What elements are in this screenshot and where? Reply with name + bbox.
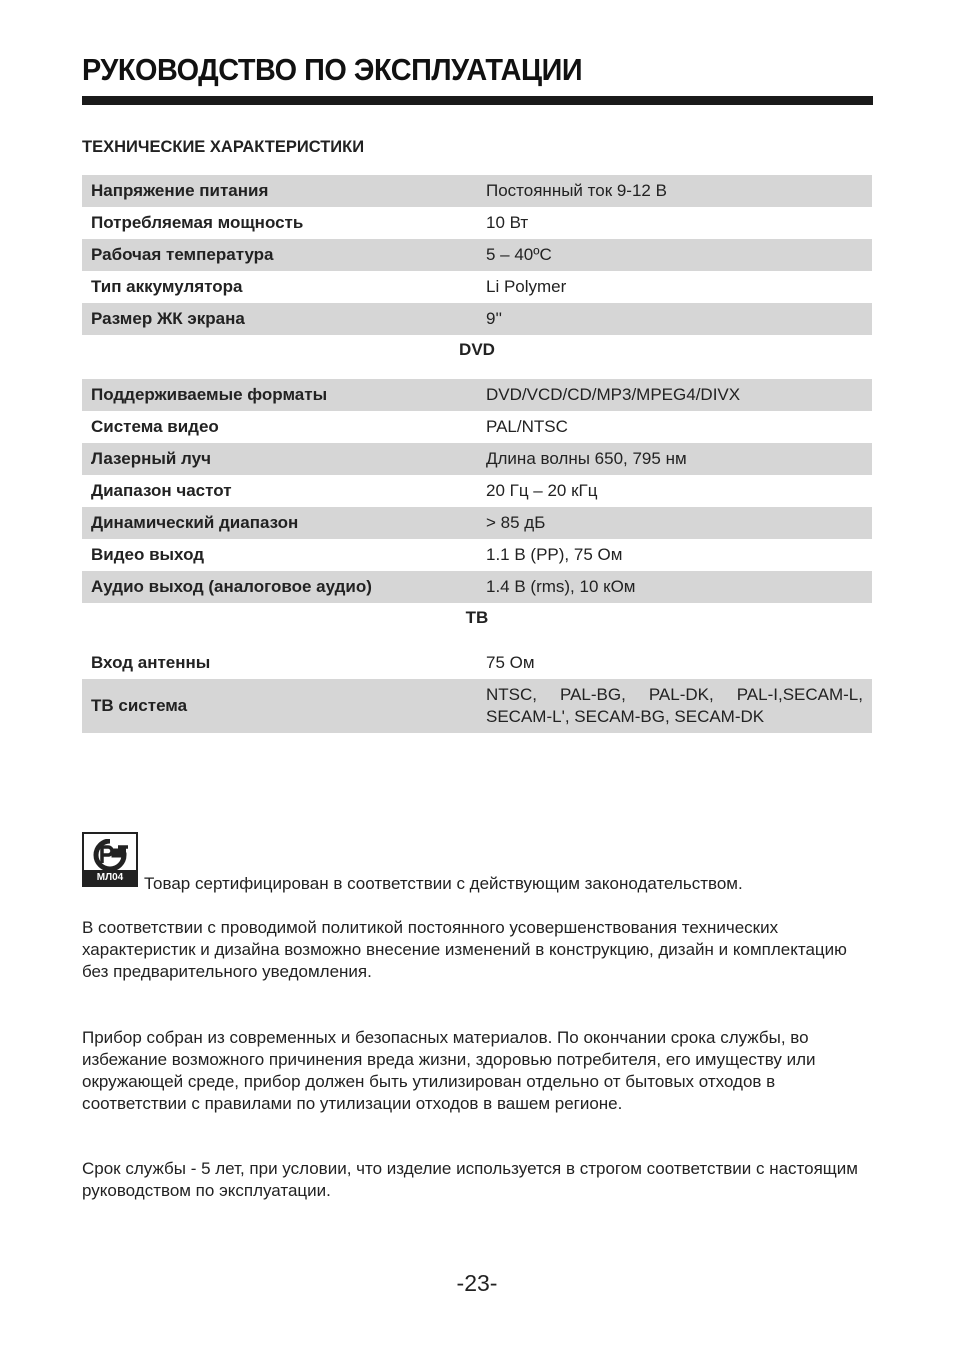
table-row: [82, 507, 872, 539]
table-row: [82, 443, 872, 475]
spec-label: Напряжение питания: [91, 181, 269, 200]
spec-label: Вход антенны: [91, 653, 211, 672]
table-row: [82, 647, 872, 679]
table-row: [82, 271, 872, 303]
spec-label: Видео выход: [91, 545, 205, 564]
spec-label: ТВ система: [91, 696, 188, 715]
spec-label: Система видео: [91, 417, 219, 436]
spec-label: Потребляемая мощность: [91, 213, 304, 232]
table-row: [82, 411, 872, 443]
specs-table: [82, 175, 872, 733]
page-title: РУКОВОДСТВО ПО ЭКСПЛУАТАЦИИ: [82, 52, 583, 87]
spec-value: DVD/VCD/CD/MP3/MPEG4/DIVX: [486, 385, 741, 404]
spec-value: PAL/NTSC: [486, 417, 568, 436]
spec-value: Постоянный ток 9-12 В: [486, 181, 667, 200]
spec-value: 1.1 В (PP), 75 Ом: [486, 545, 623, 564]
table-row: [82, 539, 872, 571]
rst-logo-icon: [90, 839, 130, 871]
spec-value: > 85 дБ: [486, 513, 546, 532]
certification-text: Товар сертифицирован в соответствии с действующим законодательством.: [144, 874, 743, 893]
spec-value: 1.4 В (rms), 10 кОм: [486, 577, 636, 596]
table-row: [82, 571, 872, 603]
table-row: [82, 679, 872, 733]
page-number: -23-: [456, 1270, 498, 1296]
spec-value: Длина волны 650, 795 нм: [486, 449, 687, 468]
spec-value: 10 Вт: [486, 213, 529, 232]
spec-value: NTSC, PAL-BG, PAL-DK, PAL-I,SECAM-L, SECAM-L', SECAM-BG, SECAM-DK: [486, 685, 863, 726]
spec-value: 9'': [486, 309, 502, 328]
spec-value: 5 – 40ºС: [486, 245, 552, 264]
tv-group-header: ТВ: [465, 608, 489, 627]
title-underline: [82, 96, 873, 105]
table-row: [82, 175, 872, 207]
spec-value: Li Polymer: [486, 277, 567, 296]
spec-label: Тип аккумулятора: [91, 277, 243, 296]
spec-label: Динамический диапазон: [91, 513, 299, 532]
table-row: [82, 239, 872, 271]
notice-paragraph: В соответствии с проводимой политикой постоянного усовершенствования технических характеристик и дизайна возможно внесение изменений в конструкцию, дизайн и комплектацию без предварительного уведомления.: [82, 918, 847, 981]
spec-label: Поддерживаемые форматы: [91, 385, 328, 404]
table-row: [82, 207, 872, 239]
certification-code: МЛ04: [84, 870, 136, 885]
spec-value: 75 Ом: [486, 653, 535, 672]
spec-label: Диапазон частот: [91, 481, 232, 500]
table-row: [82, 475, 872, 507]
spec-value: 20 Гц – 20 кГц: [486, 481, 598, 500]
spec-label: Рабочая температура: [91, 245, 274, 264]
spec-label: Аудио выход (аналоговое аудио): [91, 577, 372, 596]
disposal-paragraph: Прибор собран из современных и безопасных материалов. По окончании срока службы, во избежание возможного причинения вреда жизни, здоровью потребителя, его имуществу или окружающей среде, прибор должен быть утилизирован отдельно от бытовых отходов в соответствии с правилами по утилизации отходов в вашем регионе.: [82, 1028, 816, 1113]
table-row: [82, 379, 872, 411]
table-row: [82, 303, 872, 335]
spec-label: Размер ЖК экрана: [91, 309, 245, 328]
spec-label: Лазерный луч: [91, 449, 211, 468]
section-heading: ТЕХНИЧЕСКИЕ ХАРАКТЕРИСТИКИ: [82, 138, 365, 156]
dvd-group-header: DVD: [459, 340, 495, 359]
service-life-paragraph: Срок службы - 5 лет, при условии, что изделие используется в строгом соответствии с настоящим руководством по эксплуатации.: [82, 1159, 858, 1200]
certification-mark: [82, 832, 138, 887]
